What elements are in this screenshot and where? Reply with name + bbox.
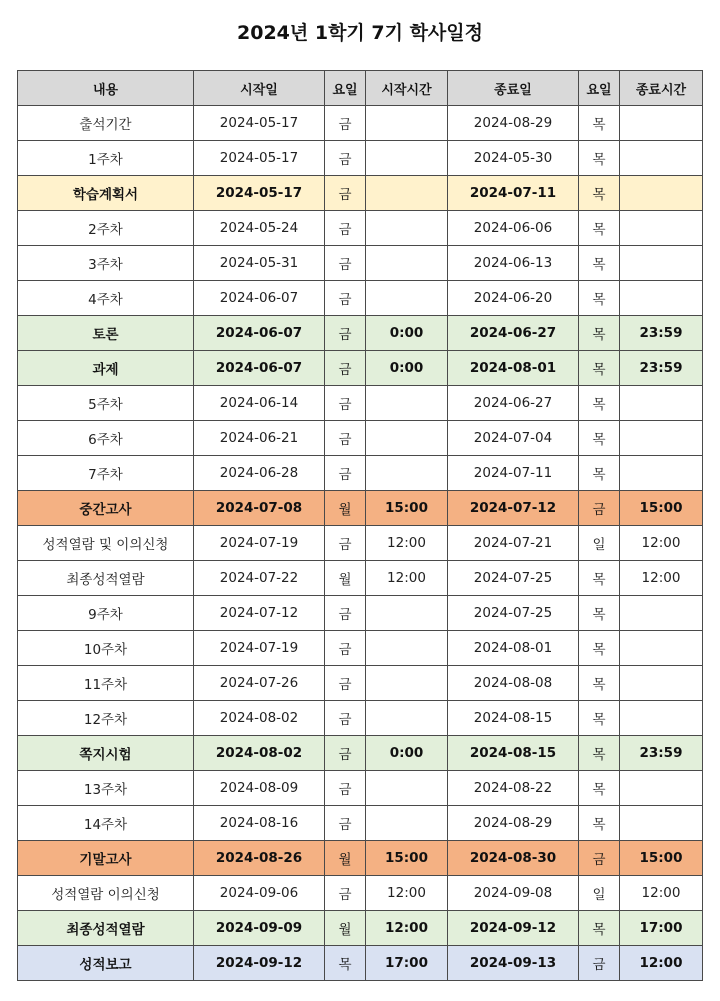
header-start-day: 요일 (325, 71, 366, 106)
cell-end-time (620, 211, 703, 246)
cell-start-time: 15:00 (366, 491, 448, 526)
cell-end-time (620, 456, 703, 491)
cell-end-date: 2024-07-25 (448, 596, 579, 631)
cell-end-date: 2024-08-22 (448, 771, 579, 806)
cell-end-date: 2024-08-01 (448, 631, 579, 666)
header-content: 내용 (18, 71, 194, 106)
table-row (18, 911, 703, 946)
cell-end-day: 목 (579, 631, 620, 666)
cell-start-date: 2024-06-07 (194, 351, 325, 386)
cell-start-day: 금 (325, 666, 366, 701)
cell-start-time: 12:00 (366, 561, 448, 596)
cell-end-time: 17:00 (620, 911, 703, 946)
cell-end-time (620, 246, 703, 281)
cell-end-date: 2024-06-06 (448, 211, 579, 246)
table-row (18, 526, 703, 561)
cell-start-date: 2024-05-24 (194, 211, 325, 246)
cell-content: 학습계획서 (18, 176, 194, 211)
cell-start-time (366, 421, 448, 456)
cell-end-day: 목 (579, 141, 620, 176)
cell-start-date: 2024-09-06 (194, 876, 325, 911)
cell-start-day: 금 (325, 806, 366, 841)
cell-start-date: 2024-05-17 (194, 106, 325, 141)
cell-start-time (366, 281, 448, 316)
cell-start-time (366, 806, 448, 841)
cell-start-date: 2024-08-16 (194, 806, 325, 841)
table-row (18, 701, 703, 736)
cell-start-time (366, 176, 448, 211)
cell-start-date: 2024-08-09 (194, 771, 325, 806)
cell-content: 최종성적열람 (18, 561, 194, 596)
cell-end-day: 목 (579, 736, 620, 771)
header-start-date: 시작일 (194, 71, 325, 106)
cell-start-day: 금 (325, 106, 366, 141)
cell-start-day: 월 (325, 841, 366, 876)
cell-start-day: 금 (325, 316, 366, 351)
cell-start-date: 2024-06-21 (194, 421, 325, 456)
table-row (18, 876, 703, 911)
cell-end-time: 15:00 (620, 491, 703, 526)
table-row (18, 946, 703, 981)
cell-content: 4주차 (18, 281, 194, 316)
cell-content: 11주차 (18, 666, 194, 701)
cell-start-date: 2024-07-26 (194, 666, 325, 701)
cell-content: 7주차 (18, 456, 194, 491)
cell-end-time (620, 771, 703, 806)
cell-end-time: 12:00 (620, 561, 703, 596)
cell-content: 성적열람 이의신청 (18, 876, 194, 911)
cell-end-time (620, 141, 703, 176)
cell-start-date: 2024-07-08 (194, 491, 325, 526)
cell-start-date: 2024-07-12 (194, 596, 325, 631)
table-row (18, 491, 703, 526)
cell-end-day: 목 (579, 211, 620, 246)
cell-start-date: 2024-06-07 (194, 281, 325, 316)
cell-end-date: 2024-09-13 (448, 946, 579, 981)
cell-start-day: 금 (325, 876, 366, 911)
cell-end-date: 2024-09-12 (448, 911, 579, 946)
cell-end-date: 2024-08-01 (448, 351, 579, 386)
header-end-day: 요일 (579, 71, 620, 106)
cell-end-time: 12:00 (620, 876, 703, 911)
table-row (18, 246, 703, 281)
cell-end-day: 금 (579, 841, 620, 876)
cell-end-time (620, 806, 703, 841)
cell-start-date: 2024-09-09 (194, 911, 325, 946)
cell-content: 성적열람 및 이의신청 (18, 526, 194, 561)
cell-end-day: 일 (579, 526, 620, 561)
cell-end-time (620, 176, 703, 211)
cell-start-day: 금 (325, 771, 366, 806)
cell-end-date: 2024-08-30 (448, 841, 579, 876)
cell-start-date: 2024-08-02 (194, 736, 325, 771)
cell-content: 9주차 (18, 596, 194, 631)
cell-end-date: 2024-07-11 (448, 176, 579, 211)
table-row (18, 456, 703, 491)
table-row (18, 141, 703, 176)
page-title: 2024년 1학기 7기 학사일정 (237, 22, 483, 44)
cell-end-day: 목 (579, 246, 620, 281)
cell-start-time (366, 106, 448, 141)
cell-start-date: 2024-07-19 (194, 631, 325, 666)
header-end-date: 종료일 (448, 71, 579, 106)
table-row (18, 106, 703, 141)
cell-start-day: 금 (325, 386, 366, 421)
cell-start-day: 금 (325, 176, 366, 211)
cell-end-day: 금 (579, 946, 620, 981)
cell-end-date: 2024-09-08 (448, 876, 579, 911)
cell-end-date: 2024-07-21 (448, 526, 579, 561)
cell-start-day: 금 (325, 351, 366, 386)
cell-start-time (366, 666, 448, 701)
cell-end-date: 2024-07-11 (448, 456, 579, 491)
cell-start-day: 금 (325, 281, 366, 316)
cell-start-time: 0:00 (366, 736, 448, 771)
cell-start-time (366, 631, 448, 666)
cell-end-time (620, 386, 703, 421)
cell-content: 기말고사 (18, 841, 194, 876)
table-row (18, 841, 703, 876)
cell-end-day: 목 (579, 351, 620, 386)
cell-start-time: 0:00 (366, 316, 448, 351)
cell-start-time (366, 701, 448, 736)
header-start-time: 시작시간 (366, 71, 448, 106)
cell-end-date: 2024-07-04 (448, 421, 579, 456)
cell-start-day: 금 (325, 631, 366, 666)
cell-content: 토론 (18, 316, 194, 351)
cell-content: 5주차 (18, 386, 194, 421)
header-row (18, 71, 703, 106)
cell-end-day: 목 (579, 911, 620, 946)
cell-start-date: 2024-07-22 (194, 561, 325, 596)
cell-end-day: 목 (579, 666, 620, 701)
table-row (18, 771, 703, 806)
cell-start-day: 월 (325, 561, 366, 596)
table-row (18, 176, 703, 211)
cell-end-day: 목 (579, 106, 620, 141)
schedule-table (17, 70, 703, 981)
cell-start-date: 2024-05-31 (194, 246, 325, 281)
cell-end-time (620, 701, 703, 736)
cell-content: 쪽지시험 (18, 736, 194, 771)
cell-end-date: 2024-05-30 (448, 141, 579, 176)
cell-start-time: 12:00 (366, 876, 448, 911)
cell-content: 출석기간 (18, 106, 194, 141)
table-row (18, 666, 703, 701)
cell-end-time (620, 106, 703, 141)
cell-end-time: 15:00 (620, 841, 703, 876)
cell-start-time (366, 141, 448, 176)
cell-end-day: 목 (579, 596, 620, 631)
cell-end-time (620, 631, 703, 666)
cell-end-date: 2024-08-15 (448, 736, 579, 771)
cell-end-day: 목 (579, 316, 620, 351)
cell-end-date: 2024-08-29 (448, 806, 579, 841)
cell-end-day: 목 (579, 771, 620, 806)
cell-content: 6주차 (18, 421, 194, 456)
cell-end-day: 목 (579, 701, 620, 736)
schedule-body (18, 106, 703, 981)
cell-end-date: 2024-07-12 (448, 491, 579, 526)
cell-start-day: 금 (325, 141, 366, 176)
table-row (18, 351, 703, 386)
cell-end-date: 2024-06-20 (448, 281, 579, 316)
cell-content: 13주차 (18, 771, 194, 806)
cell-start-day: 월 (325, 911, 366, 946)
cell-content: 최종성적열람 (18, 911, 194, 946)
cell-start-time (366, 386, 448, 421)
table-row (18, 631, 703, 666)
cell-start-time: 12:00 (366, 526, 448, 561)
cell-start-date: 2024-08-02 (194, 701, 325, 736)
table-row (18, 316, 703, 351)
cell-start-time (366, 246, 448, 281)
cell-start-date: 2024-06-14 (194, 386, 325, 421)
cell-start-time: 17:00 (366, 946, 448, 981)
cell-end-day: 목 (579, 561, 620, 596)
cell-end-time: 23:59 (620, 351, 703, 386)
cell-start-day: 금 (325, 736, 366, 771)
cell-end-date: 2024-08-15 (448, 701, 579, 736)
cell-start-date: 2024-06-28 (194, 456, 325, 491)
cell-start-time (366, 456, 448, 491)
cell-end-date: 2024-06-27 (448, 386, 579, 421)
cell-start-time (366, 596, 448, 631)
cell-start-date: 2024-06-07 (194, 316, 325, 351)
cell-start-time: 15:00 (366, 841, 448, 876)
cell-start-day: 금 (325, 421, 366, 456)
cell-start-time: 0:00 (366, 351, 448, 386)
cell-start-date: 2024-05-17 (194, 176, 325, 211)
cell-end-time: 23:59 (620, 316, 703, 351)
table-row (18, 596, 703, 631)
cell-end-day: 목 (579, 421, 620, 456)
cell-start-date: 2024-05-17 (194, 141, 325, 176)
cell-end-day: 목 (579, 456, 620, 491)
cell-content: 1주차 (18, 141, 194, 176)
cell-content: 중간고사 (18, 491, 194, 526)
cell-end-day: 목 (579, 281, 620, 316)
cell-start-day: 금 (325, 456, 366, 491)
cell-end-date: 2024-08-08 (448, 666, 579, 701)
table-row (18, 421, 703, 456)
cell-start-date: 2024-09-12 (194, 946, 325, 981)
cell-start-day: 목 (325, 946, 366, 981)
cell-start-day: 금 (325, 246, 366, 281)
cell-end-day: 목 (579, 386, 620, 421)
cell-end-day: 목 (579, 806, 620, 841)
cell-end-day: 목 (579, 176, 620, 211)
table-row (18, 736, 703, 771)
header-end-time: 종료시간 (620, 71, 703, 106)
table-row (18, 386, 703, 421)
cell-content: 2주차 (18, 211, 194, 246)
cell-end-day: 일 (579, 876, 620, 911)
cell-content: 성적보고 (18, 946, 194, 981)
cell-end-time: 12:00 (620, 946, 703, 981)
cell-start-date: 2024-08-26 (194, 841, 325, 876)
cell-end-time (620, 421, 703, 456)
cell-content: 과제 (18, 351, 194, 386)
cell-start-time (366, 211, 448, 246)
cell-end-date: 2024-06-27 (448, 316, 579, 351)
cell-start-day: 금 (325, 211, 366, 246)
cell-content: 14주차 (18, 806, 194, 841)
cell-end-date: 2024-07-25 (448, 561, 579, 596)
cell-end-time (620, 281, 703, 316)
cell-end-time: 23:59 (620, 736, 703, 771)
cell-content: 12주차 (18, 701, 194, 736)
table-row (18, 561, 703, 596)
cell-end-day: 금 (579, 491, 620, 526)
cell-start-day: 월 (325, 491, 366, 526)
cell-end-time: 12:00 (620, 526, 703, 561)
cell-content: 3주차 (18, 246, 194, 281)
cell-start-day: 금 (325, 526, 366, 561)
cell-end-date: 2024-08-29 (448, 106, 579, 141)
cell-start-date: 2024-07-19 (194, 526, 325, 561)
table-row (18, 211, 703, 246)
cell-content: 10주차 (18, 631, 194, 666)
cell-start-time (366, 771, 448, 806)
cell-end-date: 2024-06-13 (448, 246, 579, 281)
cell-start-day: 금 (325, 701, 366, 736)
cell-end-time (620, 666, 703, 701)
cell-start-time: 12:00 (366, 911, 448, 946)
table-row (18, 281, 703, 316)
table-row (18, 806, 703, 841)
cell-start-day: 금 (325, 596, 366, 631)
cell-end-time (620, 596, 703, 631)
